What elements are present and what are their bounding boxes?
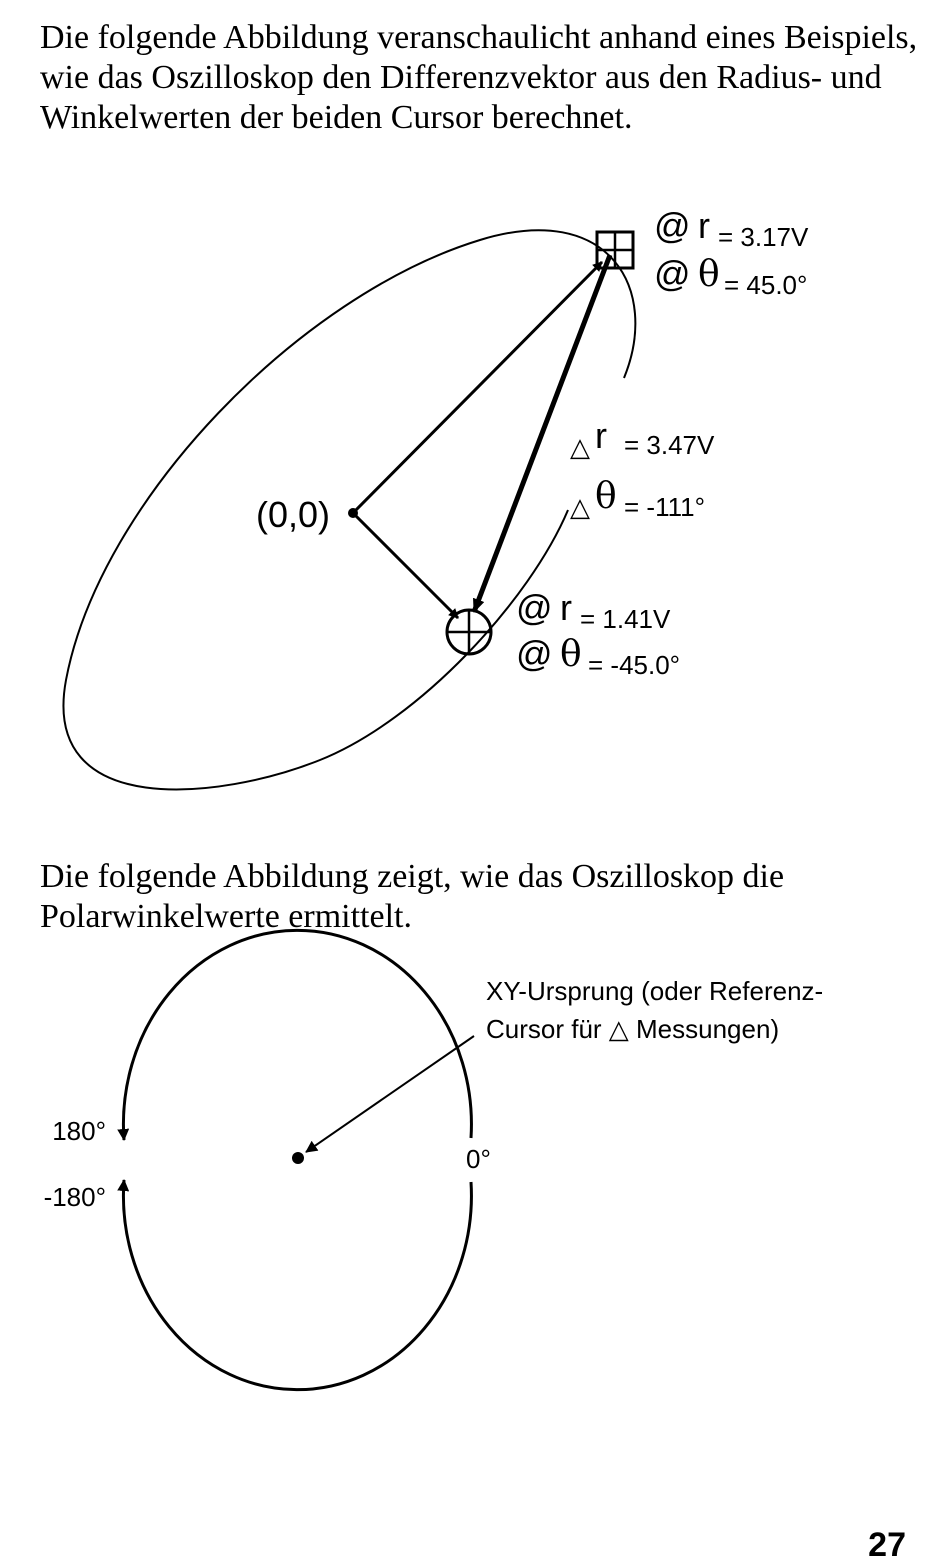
vector-to-cursor1 xyxy=(353,262,602,513)
svg-text:△: △ xyxy=(570,493,590,523)
svg-text:θ: θ xyxy=(595,476,617,517)
svg-text:r: r xyxy=(698,205,710,246)
svg-text:@: @ xyxy=(516,587,553,628)
angle-label-0: 0° xyxy=(466,1144,491,1174)
svg-text:r: r xyxy=(560,587,572,628)
svg-text:△: △ xyxy=(570,433,590,463)
page-number: 27 xyxy=(868,1526,906,1564)
upper-angle-arc xyxy=(123,930,471,1140)
angle-label-180: 180° xyxy=(52,1116,106,1146)
callout-pointer xyxy=(306,1036,474,1152)
delta-vector-diagram xyxy=(0,200,950,820)
intro-paragraph: Die folgende Abbildung veranschaulicht anhand eines Beispiels, wie das Oszilloskop den Differenzvektor aus den Radius- und Winkelwerten der beiden Cursor berechnet. xyxy=(40,19,918,136)
svg-text:θ: θ xyxy=(560,634,582,675)
cursor2-circle-marker xyxy=(447,610,491,654)
svg-text:= 3.47V: = 3.47V xyxy=(624,430,715,460)
delta-readout xyxy=(570,415,715,523)
svg-text:= 3.17V: = 3.17V xyxy=(718,222,809,252)
svg-text:@: @ xyxy=(516,633,553,674)
svg-text:r: r xyxy=(595,415,607,456)
polar-angle-diagram xyxy=(0,960,950,1380)
svg-text:= 1.41V: = 1.41V xyxy=(580,604,671,634)
callout-text-line2: Cursor für △ Messungen) xyxy=(486,1014,780,1044)
svg-text:θ: θ xyxy=(698,254,720,295)
svg-text:@: @ xyxy=(654,205,691,246)
xy-origin-point xyxy=(292,1152,304,1164)
second-paragraph: Die folgende Abbildung zeigt, wie das Oszilloskop die Polarwinkelwerte ermittelt. xyxy=(40,858,785,935)
origin-label: (0,0) xyxy=(255,494,330,535)
lower-angle-arc xyxy=(123,1180,471,1390)
cursor2-readout xyxy=(516,587,680,680)
svg-text:= -111°: = -111° xyxy=(624,492,705,522)
svg-text:= -45.0°: = -45.0° xyxy=(588,650,681,680)
vector-to-cursor2 xyxy=(353,513,458,618)
svg-text:= 45.0°: = 45.0° xyxy=(724,270,808,300)
angle-label-neg180: -180° xyxy=(43,1182,106,1212)
callout-text-line1: XY-Ursprung (oder Referenz- xyxy=(486,976,824,1006)
svg-text:@: @ xyxy=(654,253,691,294)
cursor1-readout xyxy=(654,205,809,300)
